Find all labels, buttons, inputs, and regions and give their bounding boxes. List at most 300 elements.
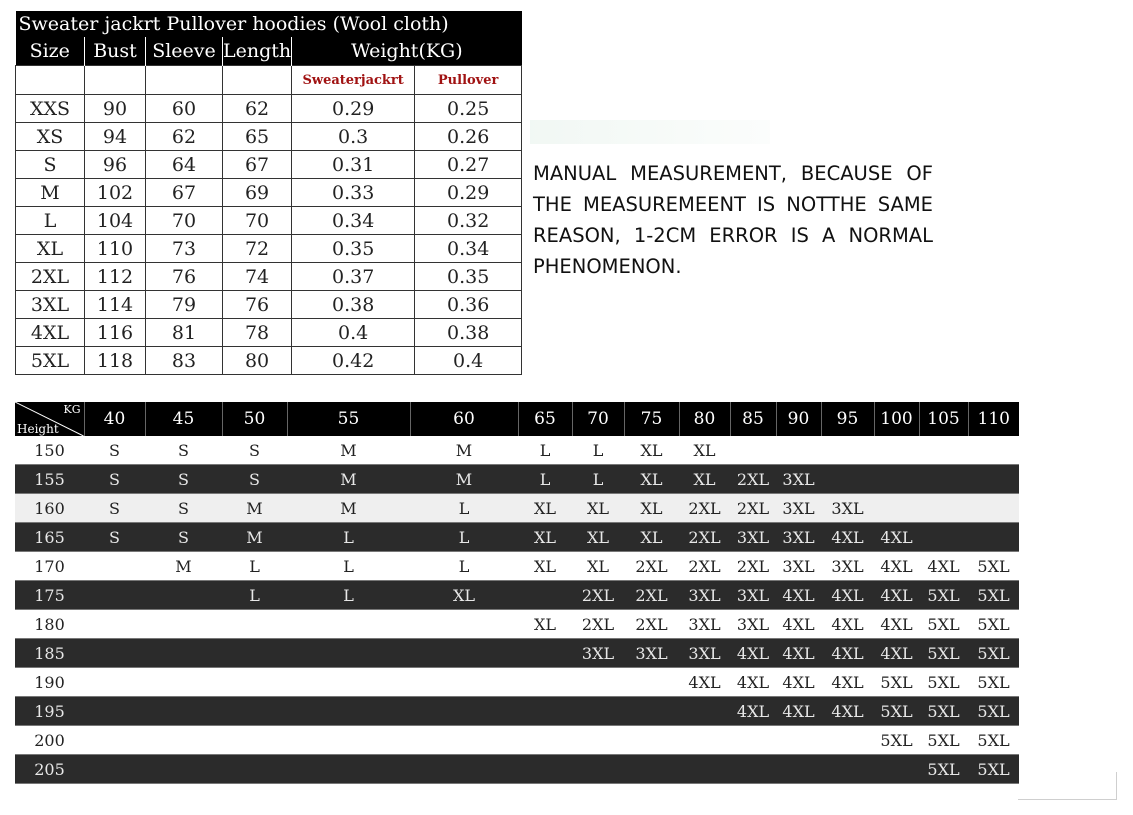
recommended-size-cell <box>145 668 222 697</box>
sleeve-cell: 70 <box>146 207 223 235</box>
size-row <box>16 319 522 347</box>
recommended-size-cell: XL <box>518 494 572 523</box>
height-cell: 180 <box>15 610 84 639</box>
recommended-size-cell: 2XL <box>679 552 730 581</box>
pullover-weight-cell: 0.35 <box>415 263 522 291</box>
height-row <box>15 581 1019 610</box>
pullover-weight-cell: 0.36 <box>415 291 522 319</box>
size-cell: XS <box>16 123 85 151</box>
recommended-size-cell: XL <box>518 610 572 639</box>
recommended-size-cell: XL <box>624 494 679 523</box>
height-row <box>15 523 1019 552</box>
recommended-size-cell: M <box>410 465 518 494</box>
recommended-size-cell: S <box>222 465 287 494</box>
recommended-size-cell <box>572 668 624 697</box>
recommended-size-cell: 3XL <box>730 523 776 552</box>
recommended-size-cell: 5XL <box>919 668 968 697</box>
bust-cell: 114 <box>85 291 146 319</box>
bust-cell: 110 <box>85 235 146 263</box>
recommended-size-cell: 5XL <box>919 610 968 639</box>
size-table-title-row <box>16 11 522 37</box>
size-cell: XXS <box>16 95 85 123</box>
recommended-size-cell: 3XL <box>776 465 821 494</box>
size-cell: 4XL <box>16 319 85 347</box>
sweaterjacket-weight-cell: 0.34 <box>292 207 415 235</box>
recommended-size-cell: XL <box>572 494 624 523</box>
size-row <box>16 235 522 263</box>
bust-cell: 90 <box>85 95 146 123</box>
sweaterjacket-weight-cell: 0.42 <box>292 347 415 375</box>
recommended-size-cell <box>145 639 222 668</box>
recommended-size-cell: 4XL <box>730 668 776 697</box>
recommended-size-cell <box>821 755 874 784</box>
recommended-size-cell <box>919 494 968 523</box>
recommended-size-cell <box>410 755 518 784</box>
recommended-size-cell: 2XL <box>730 494 776 523</box>
recommended-size-cell: 5XL <box>968 581 1019 610</box>
recommended-size-cell: 5XL <box>968 552 1019 581</box>
recommended-size-cell <box>624 668 679 697</box>
weight-header: 70 <box>572 402 624 436</box>
recommended-size-cell <box>624 755 679 784</box>
recommended-size-cell <box>776 755 821 784</box>
recommended-size-cell <box>572 726 624 755</box>
recommended-size-cell: 3XL <box>730 610 776 639</box>
subheader-blank <box>146 66 223 95</box>
size-row <box>16 95 522 123</box>
recommended-size-cell: 2XL <box>730 465 776 494</box>
size-cell: M <box>16 179 85 207</box>
recommended-size-cell: S <box>84 436 145 465</box>
recommended-size-cell: 4XL <box>730 697 776 726</box>
recommended-size-cell <box>84 726 145 755</box>
recommended-size-cell: L <box>572 465 624 494</box>
sleeve-cell: 76 <box>146 263 223 291</box>
recommended-size-cell: XL <box>624 436 679 465</box>
recommended-size-cell <box>874 494 919 523</box>
sleeve-cell: 64 <box>146 151 223 179</box>
length-cell: 62 <box>223 95 292 123</box>
recommended-size-cell: S <box>222 436 287 465</box>
weight-header: 95 <box>821 402 874 436</box>
recommended-size-cell: 3XL <box>572 639 624 668</box>
sleeve-cell: 60 <box>146 95 223 123</box>
recommended-size-cell: 5XL <box>968 668 1019 697</box>
height-weight-corner <box>15 402 84 436</box>
recommended-size-cell: 4XL <box>874 610 919 639</box>
measurement-note: MANUAL MEASUREMENT, BECAUSE OF THE MEASUREMEENT IS NOTTHE SAME REASON, 1-2CM ERROR IS A NORMAL PHENOMENON. <box>533 162 933 278</box>
recommended-size-cell <box>572 697 624 726</box>
recommended-size-cell: L <box>222 552 287 581</box>
recommended-size-cell: 5XL <box>919 755 968 784</box>
recommended-size-cell: 4XL <box>776 668 821 697</box>
subheader-blank <box>223 66 292 95</box>
height-cell: 175 <box>15 581 84 610</box>
recommended-size-cell <box>410 726 518 755</box>
recommended-size-cell: 4XL <box>821 697 874 726</box>
sleeve-cell: 62 <box>146 123 223 151</box>
size-cell: 3XL <box>16 291 85 319</box>
recommended-size-cell <box>821 436 874 465</box>
recommended-size-cell: 5XL <box>968 697 1019 726</box>
recommended-size-cell <box>84 668 145 697</box>
length-cell: 72 <box>223 235 292 263</box>
length-cell: 65 <box>223 123 292 151</box>
recommended-size-cell <box>145 581 222 610</box>
recommended-size-cell <box>730 755 776 784</box>
size-recommendation-table <box>15 402 1019 784</box>
recommended-size-cell: 4XL <box>776 697 821 726</box>
recommended-size-cell <box>821 726 874 755</box>
sweaterjacket-weight-cell: 0.35 <box>292 235 415 263</box>
height-cell: 165 <box>15 523 84 552</box>
pullover-weight-cell: 0.29 <box>415 179 522 207</box>
recommended-size-cell: XL <box>518 523 572 552</box>
header-sleeve: Sleeve <box>146 37 223 66</box>
weight-header: 80 <box>679 402 730 436</box>
recommended-size-cell: 2XL <box>730 552 776 581</box>
recommended-size-cell: 3XL <box>679 639 730 668</box>
recommended-size-cell <box>84 755 145 784</box>
height-row <box>15 726 1019 755</box>
sweaterjacket-weight-cell: 0.4 <box>292 319 415 347</box>
height-row <box>15 639 1019 668</box>
size-table-title: Sweater jackrt Pullover hoodies (Wool cloth) <box>16 11 522 37</box>
height-row <box>15 755 1019 784</box>
recommended-size-cell: 2XL <box>679 494 730 523</box>
recommended-size-cell <box>518 668 572 697</box>
recommended-size-cell: XL <box>679 465 730 494</box>
recommended-size-cell: 5XL <box>874 726 919 755</box>
sleeve-cell: 79 <box>146 291 223 319</box>
length-cell: 78 <box>223 319 292 347</box>
height-row <box>15 494 1019 523</box>
recommended-size-cell: 2XL <box>679 523 730 552</box>
length-cell: 69 <box>223 179 292 207</box>
recommended-size-cell: 4XL <box>776 610 821 639</box>
weight-header: 40 <box>84 402 145 436</box>
subheader-sweaterjacket: Sweaterjackrt <box>292 66 415 95</box>
recommended-size-cell: XL <box>679 436 730 465</box>
recommended-size-cell <box>84 697 145 726</box>
recommended-size-cell <box>145 726 222 755</box>
recommended-size-cell: S <box>145 465 222 494</box>
recommended-size-cell <box>518 581 572 610</box>
bust-cell: 96 <box>85 151 146 179</box>
recommended-size-cell: 5XL <box>874 668 919 697</box>
recommended-size-cell: 3XL <box>821 552 874 581</box>
recommended-size-cell: 4XL <box>919 552 968 581</box>
recommended-size-cell <box>410 610 518 639</box>
recommended-size-cell <box>776 726 821 755</box>
weight-header: 110 <box>968 402 1019 436</box>
header-length: Length <box>223 37 292 66</box>
height-row <box>15 465 1019 494</box>
recommended-size-cell: 3XL <box>776 552 821 581</box>
recommended-size-cell: S <box>84 523 145 552</box>
recommended-size-cell <box>518 697 572 726</box>
recommended-size-cell: 3XL <box>730 581 776 610</box>
sleeve-cell: 67 <box>146 179 223 207</box>
recommended-size-cell: 3XL <box>624 639 679 668</box>
bust-cell: 118 <box>85 347 146 375</box>
subheader-pullover: Pullover <box>415 66 522 95</box>
height-cell: 155 <box>15 465 84 494</box>
pullover-weight-cell: 0.26 <box>415 123 522 151</box>
bust-cell: 116 <box>85 319 146 347</box>
sweaterjacket-weight-cell: 0.29 <box>292 95 415 123</box>
recommended-size-cell <box>84 552 145 581</box>
height-row <box>15 668 1019 697</box>
sleeve-cell: 73 <box>146 235 223 263</box>
recommended-size-cell <box>287 610 410 639</box>
recommended-size-cell <box>624 726 679 755</box>
recommended-size-cell: L <box>518 465 572 494</box>
recommended-size-cell <box>730 726 776 755</box>
recommended-size-cell: L <box>410 552 518 581</box>
recommended-size-cell: M <box>222 494 287 523</box>
recommended-size-cell <box>919 436 968 465</box>
recommended-size-cell: S <box>145 523 222 552</box>
recommended-size-cell <box>84 610 145 639</box>
recommended-size-cell: 4XL <box>821 639 874 668</box>
recommended-size-cell: L <box>287 523 410 552</box>
recommended-size-cell: XL <box>572 552 624 581</box>
recommended-size-cell <box>968 465 1019 494</box>
corner-crop-mark <box>1018 772 1117 800</box>
recommended-size-cell <box>222 610 287 639</box>
subheader-blank <box>16 66 85 95</box>
recommended-size-cell <box>518 726 572 755</box>
height-row <box>15 552 1019 581</box>
height-cell: 200 <box>15 726 84 755</box>
recommended-size-cell <box>821 465 874 494</box>
recommended-size-cell <box>287 668 410 697</box>
height-row <box>15 697 1019 726</box>
sweaterjacket-weight-cell: 0.33 <box>292 179 415 207</box>
recommended-size-cell <box>874 755 919 784</box>
recommended-size-cell: S <box>145 494 222 523</box>
recommended-size-cell <box>145 755 222 784</box>
recommended-size-cell <box>679 697 730 726</box>
recommended-size-cell <box>624 697 679 726</box>
recommended-size-cell <box>410 697 518 726</box>
pullover-weight-cell: 0.4 <box>415 347 522 375</box>
recommended-size-cell: XL <box>518 552 572 581</box>
recommended-size-cell: L <box>572 436 624 465</box>
pullover-weight-cell: 0.25 <box>415 95 522 123</box>
corner-kg-label: KG <box>63 403 81 416</box>
recommended-size-cell: 4XL <box>679 668 730 697</box>
size-cell: S <box>16 151 85 179</box>
recommended-size-cell <box>919 465 968 494</box>
sweaterjacket-weight-cell: 0.37 <box>292 263 415 291</box>
recommended-size-cell <box>287 755 410 784</box>
recommended-size-cell <box>968 436 1019 465</box>
recommended-size-cell: 3XL <box>679 581 730 610</box>
recommended-size-cell <box>776 436 821 465</box>
height-cell: 195 <box>15 697 84 726</box>
size-row <box>16 151 522 179</box>
recommended-size-cell: M <box>222 523 287 552</box>
length-cell: 80 <box>223 347 292 375</box>
recommended-size-cell: XL <box>572 523 624 552</box>
height-cell: 190 <box>15 668 84 697</box>
height-cell: 185 <box>15 639 84 668</box>
recommended-size-cell: L <box>410 523 518 552</box>
recommended-size-cell: XL <box>624 523 679 552</box>
recommended-size-cell <box>919 523 968 552</box>
recommended-size-cell: L <box>287 552 410 581</box>
recommended-size-cell <box>222 668 287 697</box>
length-cell: 74 <box>223 263 292 291</box>
bust-cell: 104 <box>85 207 146 235</box>
recommended-size-cell: L <box>222 581 287 610</box>
sleeve-cell: 83 <box>146 347 223 375</box>
weight-header: 45 <box>145 402 222 436</box>
recommended-size-cell: 4XL <box>776 639 821 668</box>
header-size: Size <box>16 37 85 66</box>
recommended-size-cell: 4XL <box>874 552 919 581</box>
recommended-size-cell <box>572 755 624 784</box>
size-row <box>16 123 522 151</box>
pullover-weight-cell: 0.38 <box>415 319 522 347</box>
recommended-size-cell: 5XL <box>919 639 968 668</box>
size-row <box>16 263 522 291</box>
size-table <box>15 11 522 375</box>
size-row <box>16 291 522 319</box>
recommended-size-cell: M <box>145 552 222 581</box>
recommended-size-cell <box>222 697 287 726</box>
recommended-size-cell <box>410 668 518 697</box>
recommended-size-cell <box>679 755 730 784</box>
weight-header: 100 <box>874 402 919 436</box>
recommended-size-cell: M <box>287 465 410 494</box>
length-cell: 76 <box>223 291 292 319</box>
size-row <box>16 347 522 375</box>
height-row <box>15 436 1019 465</box>
recommended-size-cell <box>287 639 410 668</box>
size-row <box>16 179 522 207</box>
recommended-size-cell: 4XL <box>821 610 874 639</box>
sweaterjacket-weight-cell: 0.31 <box>292 151 415 179</box>
recommended-size-cell <box>84 639 145 668</box>
recommended-size-cell <box>518 639 572 668</box>
recommended-size-cell: 4XL <box>874 523 919 552</box>
recommended-size-cell: S <box>145 436 222 465</box>
length-cell: 67 <box>223 151 292 179</box>
recommended-size-cell: 2XL <box>572 610 624 639</box>
weight-header: 65 <box>518 402 572 436</box>
recommended-size-cell: 5XL <box>919 581 968 610</box>
recommended-size-cell: 2XL <box>624 610 679 639</box>
size-row <box>16 207 522 235</box>
recommended-size-cell <box>968 523 1019 552</box>
recommended-size-cell <box>968 494 1019 523</box>
recommended-size-cell <box>145 697 222 726</box>
recommended-size-cell: M <box>287 436 410 465</box>
recommended-size-cell: 5XL <box>919 697 968 726</box>
height-cell: 205 <box>15 755 84 784</box>
header-weight: Weight(KG) <box>292 37 522 66</box>
height-cell: 170 <box>15 552 84 581</box>
recommended-size-cell: 4XL <box>874 581 919 610</box>
recommended-size-cell: 3XL <box>821 494 874 523</box>
recommended-size-cell: 3XL <box>776 494 821 523</box>
recommended-size-cell <box>410 639 518 668</box>
recommended-size-cell: L <box>518 436 572 465</box>
recommended-size-cell: 5XL <box>968 639 1019 668</box>
recommended-size-cell <box>679 726 730 755</box>
recommended-size-cell: L <box>410 494 518 523</box>
weight-header: 60 <box>410 402 518 436</box>
height-row <box>15 610 1019 639</box>
recommended-size-cell: 3XL <box>679 610 730 639</box>
length-cell: 70 <box>223 207 292 235</box>
recommended-size-cell <box>874 465 919 494</box>
pullover-weight-cell: 0.34 <box>415 235 522 263</box>
recommended-size-cell: S <box>84 465 145 494</box>
recommended-size-cell: M <box>410 436 518 465</box>
size-cell: 2XL <box>16 263 85 291</box>
recommended-size-cell <box>145 610 222 639</box>
recommendation-body <box>15 436 1019 784</box>
recommended-size-cell: L <box>287 581 410 610</box>
recommended-size-cell <box>287 726 410 755</box>
recommended-size-cell: 3XL <box>776 523 821 552</box>
size-table-subheader-row <box>16 66 522 95</box>
recommended-size-cell: 4XL <box>821 668 874 697</box>
size-table-header-row <box>16 37 522 66</box>
recommended-size-cell: 5XL <box>968 755 1019 784</box>
weight-header: 75 <box>624 402 679 436</box>
size-table-body <box>16 95 522 375</box>
recommended-size-cell: 4XL <box>776 581 821 610</box>
subheader-blank <box>85 66 146 95</box>
recommended-size-cell: 2XL <box>624 552 679 581</box>
bust-cell: 112 <box>85 263 146 291</box>
weight-header: 105 <box>919 402 968 436</box>
faint-smudge <box>530 120 770 144</box>
recommended-size-cell: 5XL <box>874 697 919 726</box>
bust-cell: 102 <box>85 179 146 207</box>
pullover-weight-cell: 0.32 <box>415 207 522 235</box>
pullover-weight-cell: 0.27 <box>415 151 522 179</box>
sleeve-cell: 81 <box>146 319 223 347</box>
recommended-size-cell: M <box>287 494 410 523</box>
size-cell: XL <box>16 235 85 263</box>
weight-header: 90 <box>776 402 821 436</box>
recommended-size-cell: 4XL <box>874 639 919 668</box>
recommended-size-cell: S <box>84 494 145 523</box>
sweaterjacket-weight-cell: 0.38 <box>292 291 415 319</box>
recommended-size-cell <box>518 755 572 784</box>
recommended-size-cell: 2XL <box>624 581 679 610</box>
recommended-size-cell: 4XL <box>821 523 874 552</box>
recommended-size-cell <box>222 755 287 784</box>
recommended-size-cell: 4XL <box>821 581 874 610</box>
recommended-size-cell: 4XL <box>730 639 776 668</box>
weight-header: 55 <box>287 402 410 436</box>
recommended-size-cell <box>287 697 410 726</box>
recommended-size-cell <box>730 436 776 465</box>
height-cell: 150 <box>15 436 84 465</box>
recommended-size-cell: 5XL <box>919 726 968 755</box>
height-cell: 160 <box>15 494 84 523</box>
size-cell: L <box>16 207 85 235</box>
size-cell: 5XL <box>16 347 85 375</box>
corner-height-label: Height <box>17 422 59 436</box>
